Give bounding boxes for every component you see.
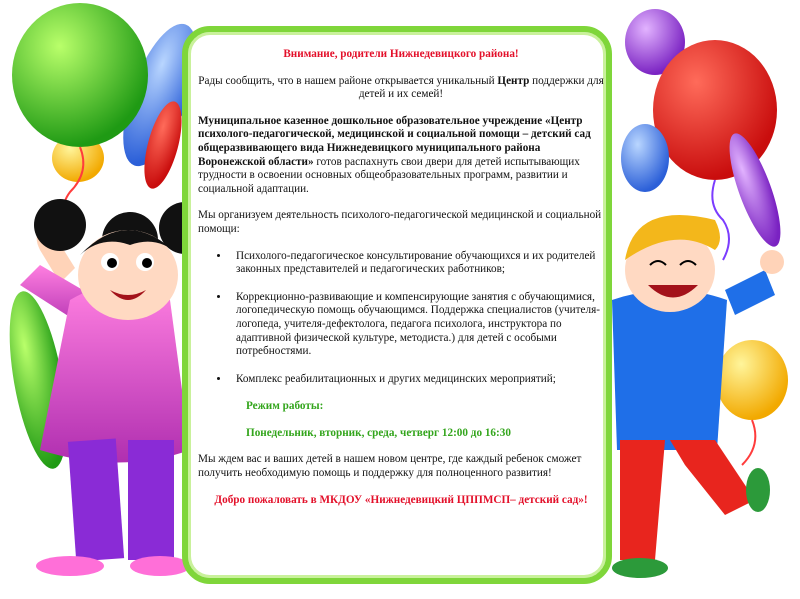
schedule-value: Понедельник, вторник, среда, четверг 12:00 до 16:30 (246, 426, 511, 439)
list-item: • Психолого-педагогическое консультирование обучающихся и их родителей законных представителей и педагогических работников; (230, 250, 604, 277)
intro-paragraph (198, 75, 604, 102)
welcome-text: Добро пожаловать в МКДОУ «Нижнедевицкий ЦППМСП– детский сад»! (214, 493, 588, 506)
notice-heading: Внимание, родители Нижнедевицкого района! (283, 48, 519, 60)
balloon-green-left (12, 3, 148, 232)
schedule-label: Режим работы: (246, 400, 324, 413)
intro-text: Рады сообщить, что в нашем районе открывается уникальный (198, 74, 498, 87)
list-item: • Комплекс реабилитационных и других медицинских мероприятий; (230, 373, 604, 387)
list-item: • Коррекционно-развивающие и компенсирующие занятия с обучающимися, логопедическую помощь обучающимся. Поддержка специалистов (учителя-логопеда, учителя-дефектолога, педагога психолога, инструктора по адаптивной физической культуре, методиста.) для детей с особыми потребностями. (230, 291, 604, 359)
balloon-yellow-right (716, 340, 788, 465)
intro-bold: Центр (497, 74, 530, 87)
intro-text-2: поддержки для детей и их семей! (358, 74, 604, 101)
notice-content (198, 48, 604, 507)
activity-intro: Мы организуем деятельность психолого-педагогической медицинской и социальной помощи: (198, 209, 602, 235)
org-text: готов распахнуть свои двери для детей испытывающих трудности в освоении основных общеобразовательных программ, развитии и социальной адаптации. (198, 155, 580, 195)
balloon-blue-right (621, 124, 669, 192)
org-paragraph (198, 115, 604, 197)
services-list (198, 250, 604, 387)
closing-paragraph: Мы ждем вас и ваших детей в нашем новом центре, где каждый ребенок сможет получить необходимую помощь и поддержку для полноценного развития! (198, 453, 582, 480)
org-name: Муниципальное казенное дошкольное образовательное учреждение «Центр психолого-педагогической, медицинской и социальной помощи – детский сад общеразвивающего вида Нижнедевицкого муниципального района Воронежской области» (198, 114, 591, 168)
